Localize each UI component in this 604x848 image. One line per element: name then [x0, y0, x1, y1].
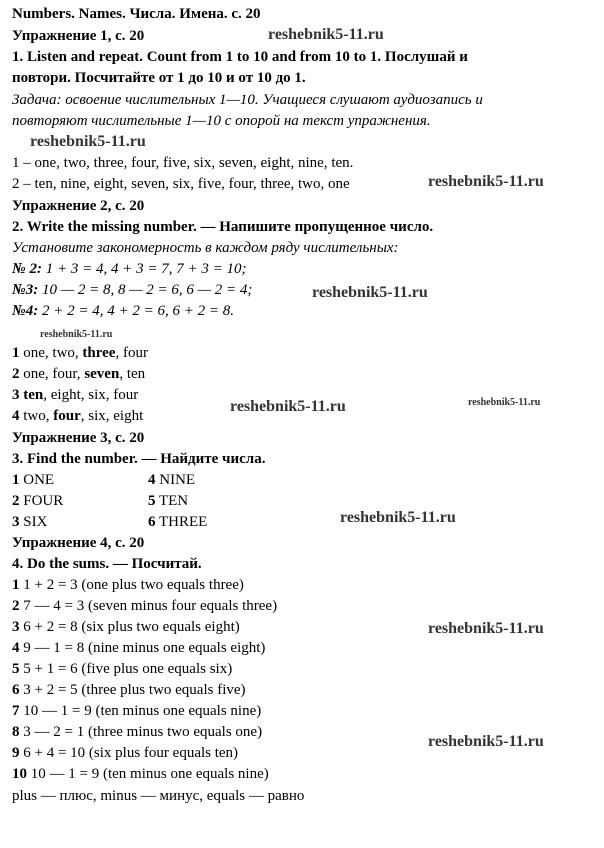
watermark: reshebnik5-11.ru	[30, 133, 146, 150]
sum-text: 9 — 1 = 8 (nine minus one equals eight)	[19, 640, 266, 656]
row-answer: seven	[84, 366, 120, 382]
sum-number: 9	[12, 745, 20, 761]
item-word: NINE	[155, 472, 196, 488]
ex2-pattern-4	[12, 301, 234, 321]
row-number: 1	[12, 345, 20, 361]
sum-number: 7	[12, 703, 20, 719]
item-number: 3	[12, 514, 20, 530]
ex1-heading: Упражнение 1, с. 20	[12, 28, 145, 44]
pattern-label: № 2:	[12, 261, 42, 277]
item-number: 5	[148, 493, 156, 509]
sum-number: 6	[12, 682, 20, 698]
ex4-glossary: plus — плюс, minus — минус, equals — равно	[12, 788, 305, 804]
row-text: one, two,	[19, 345, 83, 361]
ex3-item	[148, 512, 207, 532]
pattern-text: 1 + 3 = 4, 4 + 3 = 7, 7 + 3 = 10;	[41, 261, 247, 277]
ex1-count-down: 2 – ten, nine, eight, seven, six, five, four, three, two, one	[12, 176, 350, 192]
sum-text: 1 + 2 = 3 (one plus two equals three)	[19, 577, 244, 593]
ex2-task: 2. Write the missing number. — Напишите пропущенное число.	[12, 219, 434, 235]
ex2-row	[12, 364, 145, 384]
ex3-heading: Упражнение 3, с. 20	[12, 430, 145, 446]
item-number: 4	[148, 472, 156, 488]
row-text: , eight, six, four	[43, 387, 139, 403]
item-word: TEN	[155, 493, 189, 509]
watermark: reshebnik5-11.ru	[428, 173, 544, 190]
ex2-pattern-3	[12, 280, 252, 300]
row-answer: four	[53, 408, 81, 424]
sum-number: 5	[12, 661, 20, 677]
pattern-text: 2 + 2 = 4, 4 + 2 = 6, 6 + 2 = 8.	[38, 303, 234, 319]
row-number: 4	[12, 408, 20, 424]
sum-number: 2	[12, 598, 20, 614]
ex1-note-cont: повторяют числительные 1—10 с опорой на текст упражнения.	[12, 113, 431, 129]
row-text: one, four,	[19, 366, 85, 382]
ex4-sum	[12, 764, 269, 784]
item-word: THREE	[155, 514, 208, 530]
row-text: , four	[115, 345, 148, 361]
ex4-sum	[12, 617, 240, 637]
ex2-row	[12, 343, 148, 363]
item-word: ONE	[19, 472, 55, 488]
ex2-note: Установите закономерность в каждом ряду числительных:	[12, 240, 399, 256]
ex3-item	[148, 491, 188, 511]
ex4-sum	[12, 659, 232, 679]
ex4-sum	[12, 638, 265, 658]
sum-number: 3	[12, 619, 20, 635]
ex1-task: 1. Listen and repeat. Count from 1 to 10 and from 10 to 1. Послушай и	[12, 49, 468, 65]
row-number: 3	[12, 387, 20, 403]
sum-text: 10 — 1 = 9 (ten minus one equals nine)	[27, 766, 269, 782]
watermark: reshebnik5-11.ru	[312, 284, 428, 301]
sum-text: 10 — 1 = 9 (ten minus one equals nine)	[19, 703, 262, 719]
pattern-label: №3:	[12, 282, 39, 298]
watermark: reshebnik5-11.ru	[340, 509, 456, 526]
ex3-item	[12, 491, 63, 511]
ex4-sum	[12, 743, 238, 763]
ex1-count-up: 1 – one, two, three, four, five, six, seven, eight, nine, ten.	[12, 155, 354, 171]
ex2-row	[12, 406, 143, 426]
row-answer: three	[82, 345, 116, 361]
watermark: reshebnik5-11.ru	[40, 329, 113, 340]
sum-text: 5 + 1 = 6 (five plus one equals six)	[19, 661, 233, 677]
ex1-note: Задача: освоение числительных 1—10. Учащиеся слушают аудиозапись и	[12, 92, 483, 108]
ex2-row	[12, 385, 138, 405]
item-word: SIX	[19, 514, 48, 530]
row-text: two,	[19, 408, 54, 424]
sum-text: 6 + 4 = 10 (six plus four equals ten)	[19, 745, 239, 761]
watermark: reshebnik5-11.ru	[268, 26, 384, 43]
watermark: reshebnik5-11.ru	[428, 733, 544, 750]
sum-text: 7 — 4 = 3 (seven minus four equals three)	[19, 598, 278, 614]
ex3-item	[12, 470, 54, 490]
ex3-item	[12, 512, 47, 532]
sum-number: 1	[12, 577, 20, 593]
pattern-label: №4:	[12, 303, 39, 319]
row-answer: ten	[23, 387, 44, 403]
ex4-sum	[12, 596, 277, 616]
watermark: reshebnik5-11.ru	[428, 620, 544, 637]
page-title: Numbers. Names. Числа. Имена. с. 20	[12, 6, 261, 22]
item-number: 6	[148, 514, 156, 530]
watermark: reshebnik5-11.ru	[230, 398, 346, 415]
sum-number: 10	[12, 766, 27, 782]
sum-text: 6 + 2 = 8 (six plus two equals eight)	[19, 619, 240, 635]
item-word: FOUR	[19, 493, 64, 509]
pattern-text: 10 — 2 = 8, 8 — 2 = 6, 6 — 2 = 4;	[38, 282, 253, 298]
row-text: , six, eight	[80, 408, 144, 424]
sum-text: 3 + 2 = 5 (three plus two equals five)	[19, 682, 246, 698]
ex3-task: 3. Find the number. — Найдите числа.	[12, 451, 266, 467]
item-number: 1	[12, 472, 20, 488]
ex4-task: 4. Do the sums. — Посчитай.	[12, 556, 202, 572]
ex4-sum	[12, 680, 246, 700]
ex4-sum	[12, 575, 244, 595]
ex4-sum	[12, 701, 261, 721]
ex2-pattern-2	[12, 259, 246, 279]
ex4-sum	[12, 722, 262, 742]
sum-number: 4	[12, 640, 20, 656]
ex1-task-cont: повтори. Посчитайте от 1 до 10 и от 10 до 1.	[12, 70, 306, 86]
ex3-item	[148, 470, 195, 490]
row-text: , ten	[119, 366, 146, 382]
row-number: 2	[12, 366, 20, 382]
sum-number: 8	[12, 724, 20, 740]
ex4-heading: Упражнение 4, с. 20	[12, 535, 145, 551]
item-number: 2	[12, 493, 20, 509]
watermark: reshebnik5-11.ru	[468, 397, 541, 408]
ex2-heading: Упражнение 2, с. 20	[12, 198, 145, 214]
sum-text: 3 — 2 = 1 (three minus two equals one)	[19, 724, 263, 740]
